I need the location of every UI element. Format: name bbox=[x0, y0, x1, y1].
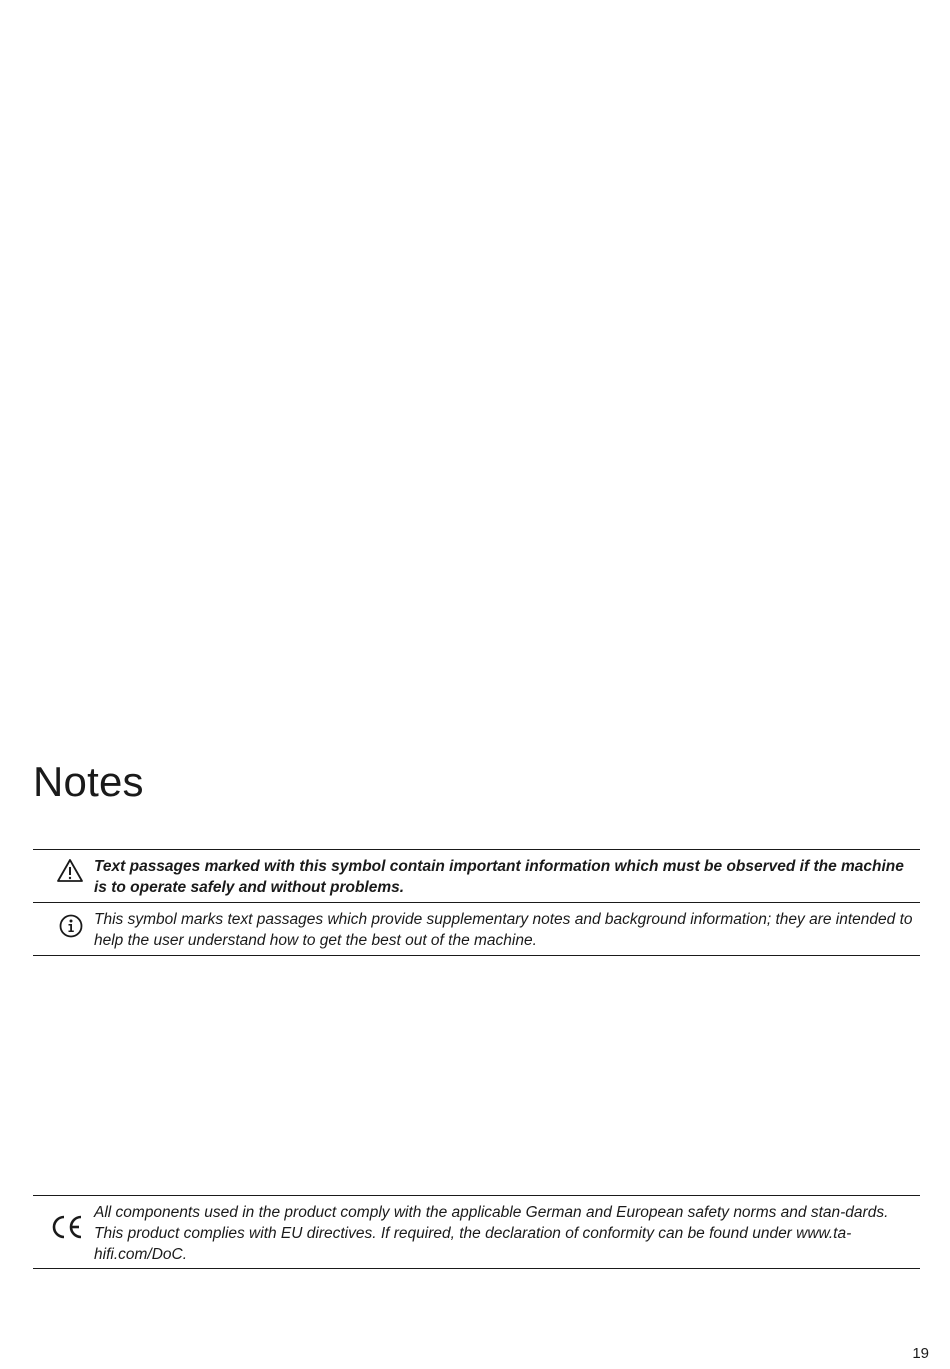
page-number: 19 bbox=[912, 1345, 929, 1362]
warning-note-text: Text passages marked with this symbol contain important information which must be observed if the machine is to operate safely and without problems. bbox=[94, 858, 904, 896]
warning-note-row bbox=[33, 850, 920, 902]
info-icon-cell bbox=[33, 903, 94, 955]
warning-icon-cell bbox=[33, 850, 94, 902]
page-title: Notes bbox=[33, 758, 144, 805]
info-circle-icon bbox=[59, 914, 83, 938]
ce-mark-icon bbox=[50, 1214, 84, 1240]
info-note-text: This symbol marks text passages which provide supplementary notes and background information; they are intended to help the user understand how to get the best out of the machine. bbox=[94, 911, 913, 949]
info-note-row bbox=[33, 902, 920, 955]
warning-triangle-icon bbox=[56, 858, 84, 884]
conformity-notice bbox=[33, 1195, 920, 1269]
ce-icon-cell bbox=[33, 1196, 94, 1268]
conformity-text: All components used in the product comply with the applicable German and European safety norms and stan-dards. This product complies with EU directives. If required, the declaration of conformity can be found under www.ta-hifi.com/DoC. bbox=[94, 1204, 889, 1263]
notes-table bbox=[33, 849, 920, 956]
